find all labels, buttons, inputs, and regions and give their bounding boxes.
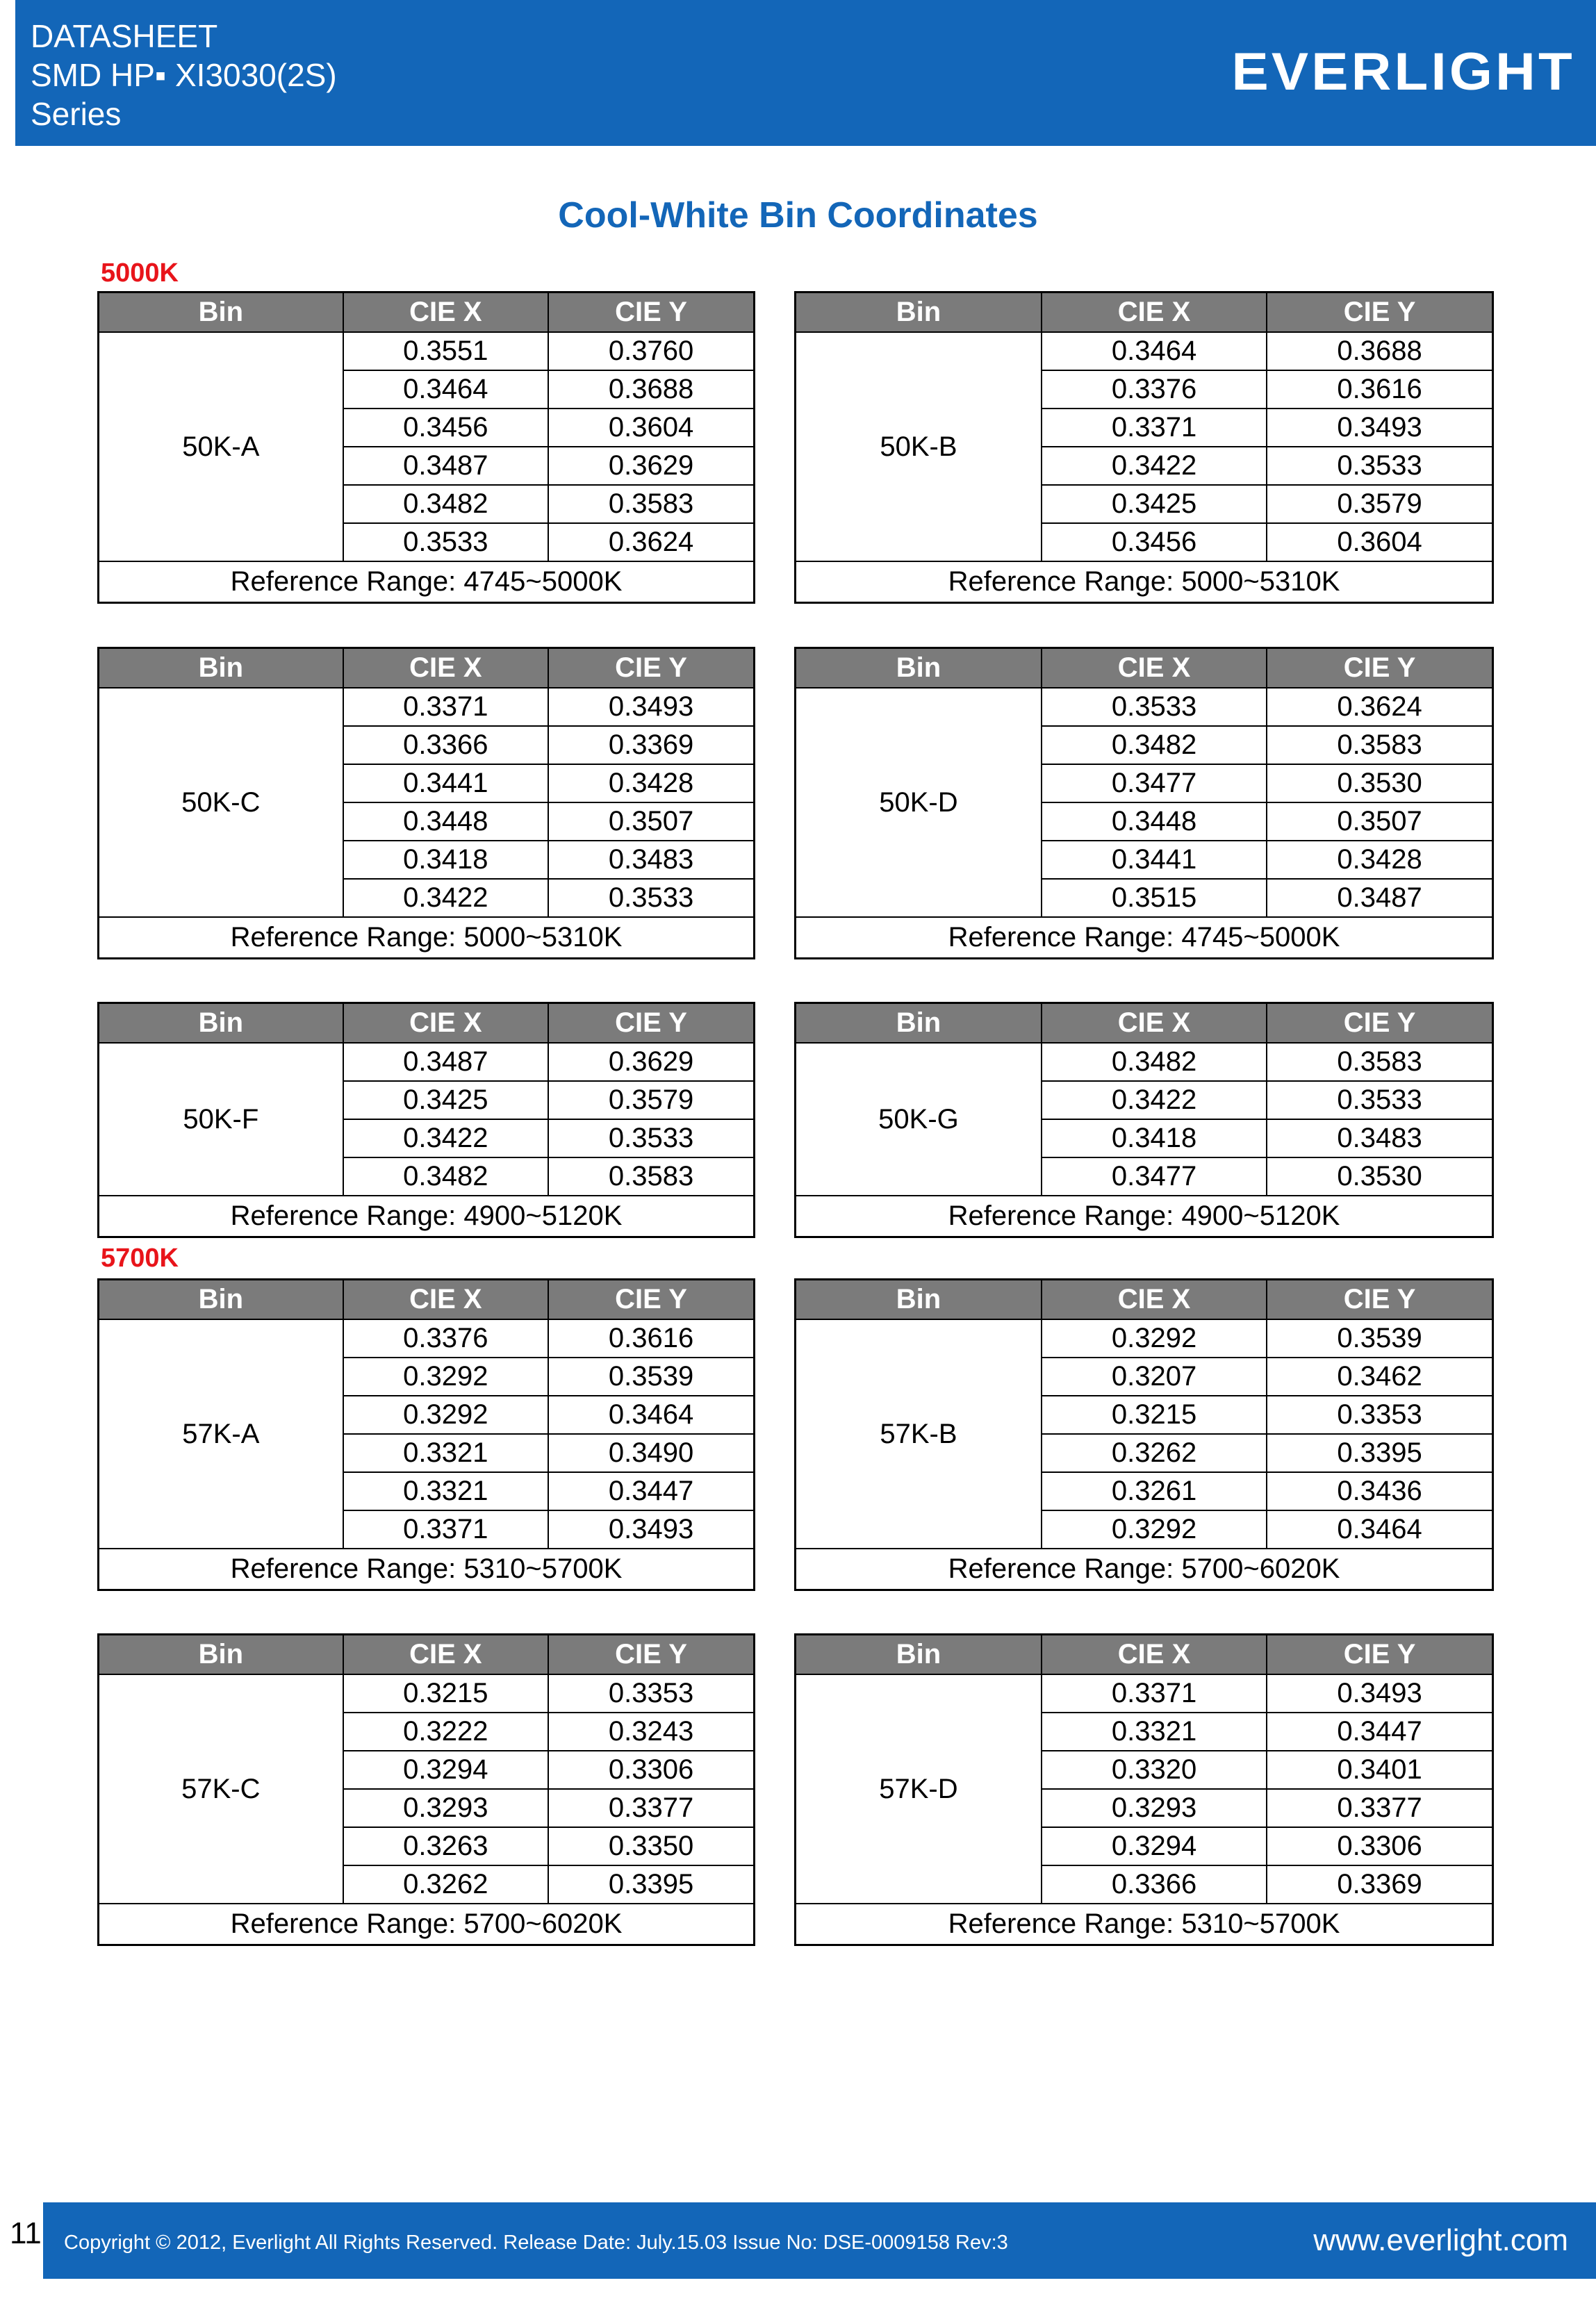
column-header: CIE Y	[548, 1635, 754, 1675]
cie-y-value: 0.3377	[1267, 1789, 1492, 1827]
cie-y-value: 0.3583	[548, 1157, 754, 1196]
cie-x-value: 0.3293	[343, 1789, 548, 1827]
bin-name: 50K-F	[99, 1043, 343, 1196]
cie-x-value: 0.3487	[343, 1043, 548, 1081]
bin-table	[794, 647, 1494, 959]
cie-y-value: 0.3533	[1267, 447, 1492, 485]
reference-range: Reference Range: 4745~5000K	[796, 917, 1493, 959]
column-header: CIE Y	[1267, 1635, 1492, 1675]
bin-table	[794, 1278, 1494, 1591]
cie-x-value: 0.3422	[1042, 447, 1267, 485]
table-row	[99, 1043, 755, 1081]
cie-x-value: 0.3294	[343, 1751, 548, 1789]
column-header: Bin	[796, 648, 1042, 688]
column-header: CIE Y	[1267, 648, 1492, 688]
reference-range: Reference Range: 5000~5310K	[99, 917, 755, 959]
cie-y-value: 0.3369	[548, 726, 754, 764]
column-header: CIE X	[1042, 292, 1267, 333]
bin-name: 50K-C	[99, 688, 343, 917]
table-row	[99, 1674, 755, 1713]
reference-range: Reference Range: 5700~6020K	[796, 1549, 1493, 1590]
column-header: CIE Y	[548, 648, 754, 688]
cie-x-value: 0.3215	[343, 1674, 548, 1713]
cie-x-value: 0.3292	[343, 1358, 548, 1396]
bin-name: 57K-B	[796, 1319, 1042, 1549]
cie-y-value: 0.3604	[1267, 523, 1492, 561]
cie-x-value: 0.3448	[1042, 802, 1267, 841]
column-header: Bin	[99, 1635, 343, 1675]
bin-name: 50K-A	[99, 332, 343, 561]
bin-table	[97, 1633, 755, 1946]
cie-x-value: 0.3482	[1042, 1043, 1267, 1081]
column-header: CIE X	[1042, 1003, 1267, 1044]
cie-x-value: 0.3320	[1042, 1751, 1267, 1789]
cie-x-value: 0.3371	[343, 1510, 548, 1549]
bin-name: 50K-B	[796, 332, 1042, 561]
cie-x-value: 0.3376	[1042, 370, 1267, 409]
cie-x-value: 0.3321	[343, 1472, 548, 1510]
column-header: CIE Y	[548, 1003, 754, 1044]
cie-x-value: 0.3292	[1042, 1319, 1267, 1358]
cie-x-value: 0.3292	[1042, 1510, 1267, 1549]
cie-x-value: 0.3376	[343, 1319, 548, 1358]
cie-x-value: 0.3263	[343, 1827, 548, 1865]
bin-table	[794, 1633, 1494, 1946]
cie-x-value: 0.3371	[343, 688, 548, 726]
cie-y-value: 0.3447	[1267, 1713, 1492, 1751]
cie-x-value: 0.3292	[343, 1396, 548, 1434]
cie-y-value: 0.3436	[1267, 1472, 1492, 1510]
table-row	[99, 688, 755, 726]
bin-table	[794, 291, 1494, 604]
cie-y-value: 0.3539	[1267, 1319, 1492, 1358]
cie-y-value: 0.3624	[548, 523, 754, 561]
cie-y-value: 0.3760	[548, 332, 754, 370]
table-row	[99, 332, 755, 370]
cie-x-value: 0.3371	[1042, 1674, 1267, 1713]
bin-name: 50K-D	[796, 688, 1042, 917]
cie-y-value: 0.3428	[1267, 841, 1492, 879]
column-header: CIE X	[1042, 1635, 1267, 1675]
doc-type: DATASHEET	[31, 18, 218, 54]
cie-y-value: 0.3487	[1267, 879, 1492, 917]
cie-y-value: 0.3353	[1267, 1396, 1492, 1434]
cie-x-value: 0.3441	[343, 764, 548, 802]
cie-y-value: 0.3493	[548, 1510, 754, 1549]
column-header: Bin	[99, 1280, 343, 1320]
cie-y-value: 0.3629	[548, 447, 754, 485]
table-row	[796, 688, 1493, 726]
document-identity	[31, 17, 337, 133]
column-header: Bin	[796, 1003, 1042, 1044]
cie-y-value: 0.3306	[548, 1751, 754, 1789]
cie-y-value: 0.3428	[548, 764, 754, 802]
bin-table	[97, 1278, 755, 1591]
cie-y-value: 0.3533	[1267, 1081, 1492, 1119]
cie-y-value: 0.3401	[1267, 1751, 1492, 1789]
cie-y-value: 0.3483	[1267, 1119, 1492, 1157]
cie-x-value: 0.3222	[343, 1713, 548, 1751]
table-row	[99, 1319, 755, 1358]
cie-y-value: 0.3395	[548, 1865, 754, 1904]
cie-y-value: 0.3583	[548, 485, 754, 523]
cie-x-value: 0.3456	[343, 409, 548, 447]
cie-x-value: 0.3425	[343, 1081, 548, 1119]
cie-x-value: 0.3207	[1042, 1358, 1267, 1396]
cie-x-value: 0.3422	[343, 1119, 548, 1157]
reference-range: Reference Range: 5310~5700K	[99, 1549, 755, 1590]
cie-y-value: 0.3579	[548, 1081, 754, 1119]
cie-x-value: 0.3456	[1042, 523, 1267, 561]
reference-range: Reference Range: 5700~6020K	[99, 1904, 755, 1945]
reference-range: Reference Range: 4900~5120K	[99, 1196, 755, 1237]
cie-y-value: 0.3353	[548, 1674, 754, 1713]
reference-range: Reference Range: 4900~5120K	[796, 1196, 1493, 1237]
cie-y-value: 0.3507	[1267, 802, 1492, 841]
cie-x-value: 0.3294	[1042, 1827, 1267, 1865]
cie-y-value: 0.3493	[548, 688, 754, 726]
cie-y-value: 0.3462	[1267, 1358, 1492, 1396]
column-header: CIE Y	[548, 1280, 754, 1320]
cie-x-value: 0.3464	[1042, 332, 1267, 370]
page-title: Cool-White Bin Coordinates	[558, 195, 1038, 236]
cie-x-value: 0.3371	[1042, 409, 1267, 447]
cie-y-value: 0.3533	[548, 879, 754, 917]
cie-y-value: 0.3616	[548, 1319, 754, 1358]
section-label-5000k: 5000K	[101, 258, 179, 288]
website-link[interactable]: www.everlight.com	[1313, 2223, 1568, 2257]
cie-x-value: 0.3441	[1042, 841, 1267, 879]
cie-x-value: 0.3422	[1042, 1081, 1267, 1119]
copyright-text: Copyright © 2012, Everlight All Rights Reserved. Release Date: July.15.03 Issue No: DSE-0009158 Rev:3	[64, 2232, 1008, 2254]
reference-range: Reference Range: 5310~5700K	[796, 1904, 1493, 1945]
cie-y-value: 0.3306	[1267, 1827, 1492, 1865]
cie-y-value: 0.3350	[548, 1827, 754, 1865]
bin-name: 57K-D	[796, 1674, 1042, 1904]
cie-y-value: 0.3493	[1267, 1674, 1492, 1713]
cie-y-value: 0.3624	[1267, 688, 1492, 726]
cie-x-value: 0.3487	[343, 447, 548, 485]
cie-x-value: 0.3366	[1042, 1865, 1267, 1904]
product-name: SMD HP▪ XI3030(2S)	[31, 57, 337, 93]
footer-bar	[43, 2202, 1596, 2279]
cie-y-value: 0.3243	[548, 1713, 754, 1751]
cie-y-value: 0.3616	[1267, 370, 1492, 409]
cie-x-value: 0.3321	[1042, 1713, 1267, 1751]
cie-x-value: 0.3261	[1042, 1472, 1267, 1510]
cie-x-value: 0.3418	[343, 841, 548, 879]
column-header: Bin	[796, 1635, 1042, 1675]
cie-y-value: 0.3377	[548, 1789, 754, 1827]
cie-x-value: 0.3366	[343, 726, 548, 764]
cie-y-value: 0.3579	[1267, 485, 1492, 523]
bin-table	[97, 647, 755, 959]
cie-x-value: 0.3477	[1042, 1157, 1267, 1196]
column-header: Bin	[796, 292, 1042, 333]
cie-x-value: 0.3448	[343, 802, 548, 841]
cie-x-value: 0.3533	[1042, 688, 1267, 726]
cie-x-value: 0.3262	[343, 1865, 548, 1904]
bin-table	[97, 291, 755, 604]
cie-x-value: 0.3515	[1042, 879, 1267, 917]
column-header: CIE X	[343, 1003, 548, 1044]
cie-y-value: 0.3395	[1267, 1434, 1492, 1472]
cie-x-value: 0.3425	[1042, 485, 1267, 523]
cie-y-value: 0.3629	[548, 1043, 754, 1081]
column-header: Bin	[99, 292, 343, 333]
cie-x-value: 0.3477	[1042, 764, 1267, 802]
cie-y-value: 0.3369	[1267, 1865, 1492, 1904]
cie-x-value: 0.3464	[343, 370, 548, 409]
cie-x-value: 0.3418	[1042, 1119, 1267, 1157]
footer	[0, 2202, 1596, 2279]
column-header: CIE X	[343, 1635, 548, 1675]
cie-y-value: 0.3604	[548, 409, 754, 447]
product-series: Series	[31, 96, 122, 132]
cie-y-value: 0.3533	[548, 1119, 754, 1157]
cie-y-value: 0.3507	[548, 802, 754, 841]
column-header: CIE X	[343, 1280, 548, 1320]
column-header: Bin	[796, 1280, 1042, 1320]
column-header: CIE Y	[548, 292, 754, 333]
cie-x-value: 0.3551	[343, 332, 548, 370]
cie-x-value: 0.3533	[343, 523, 548, 561]
column-header: CIE Y	[1267, 1003, 1492, 1044]
cie-y-value: 0.3539	[548, 1358, 754, 1396]
cie-y-value: 0.3483	[548, 841, 754, 879]
cie-y-value: 0.3583	[1267, 726, 1492, 764]
column-header: Bin	[99, 1003, 343, 1044]
cie-x-value: 0.3482	[1042, 726, 1267, 764]
column-header: CIE X	[1042, 648, 1267, 688]
bin-name: 57K-A	[99, 1319, 343, 1549]
cie-x-value: 0.3262	[1042, 1434, 1267, 1472]
cie-x-value: 0.3215	[1042, 1396, 1267, 1434]
reference-range: Reference Range: 4745~5000K	[99, 561, 755, 603]
section-label-5700k: 5700K	[101, 1244, 179, 1273]
cie-y-value: 0.3688	[1267, 332, 1492, 370]
cie-y-value: 0.3530	[1267, 764, 1492, 802]
cie-y-value: 0.3490	[548, 1434, 754, 1472]
header-bar	[15, 0, 1596, 146]
everlight-logo: EVERLIGHT	[1231, 42, 1575, 101]
cie-y-value: 0.3583	[1267, 1043, 1492, 1081]
column-header: CIE Y	[1267, 1280, 1492, 1320]
bin-table	[794, 1002, 1494, 1238]
bin-name: 50K-G	[796, 1043, 1042, 1196]
page-number: 11	[10, 2216, 42, 2250]
column-header: CIE X	[343, 292, 548, 333]
column-header: CIE X	[1042, 1280, 1267, 1320]
column-header: CIE Y	[1267, 292, 1492, 333]
cie-x-value: 0.3293	[1042, 1789, 1267, 1827]
cie-y-value: 0.3464	[548, 1396, 754, 1434]
reference-range: Reference Range: 5000~5310K	[796, 561, 1493, 603]
cie-y-value: 0.3688	[548, 370, 754, 409]
table-row	[796, 1674, 1493, 1713]
column-header: Bin	[99, 648, 343, 688]
cie-x-value: 0.3321	[343, 1434, 548, 1472]
table-row	[796, 1043, 1493, 1081]
bin-table	[97, 1002, 755, 1238]
cie-x-value: 0.3482	[343, 485, 548, 523]
cie-y-value: 0.3464	[1267, 1510, 1492, 1549]
bin-name: 57K-C	[99, 1674, 343, 1904]
cie-y-value: 0.3447	[548, 1472, 754, 1510]
cie-x-value: 0.3422	[343, 879, 548, 917]
table-row	[796, 1319, 1493, 1358]
cie-y-value: 0.3530	[1267, 1157, 1492, 1196]
column-header: CIE X	[343, 648, 548, 688]
cie-x-value: 0.3482	[343, 1157, 548, 1196]
cie-y-value: 0.3493	[1267, 409, 1492, 447]
table-row	[796, 332, 1493, 370]
